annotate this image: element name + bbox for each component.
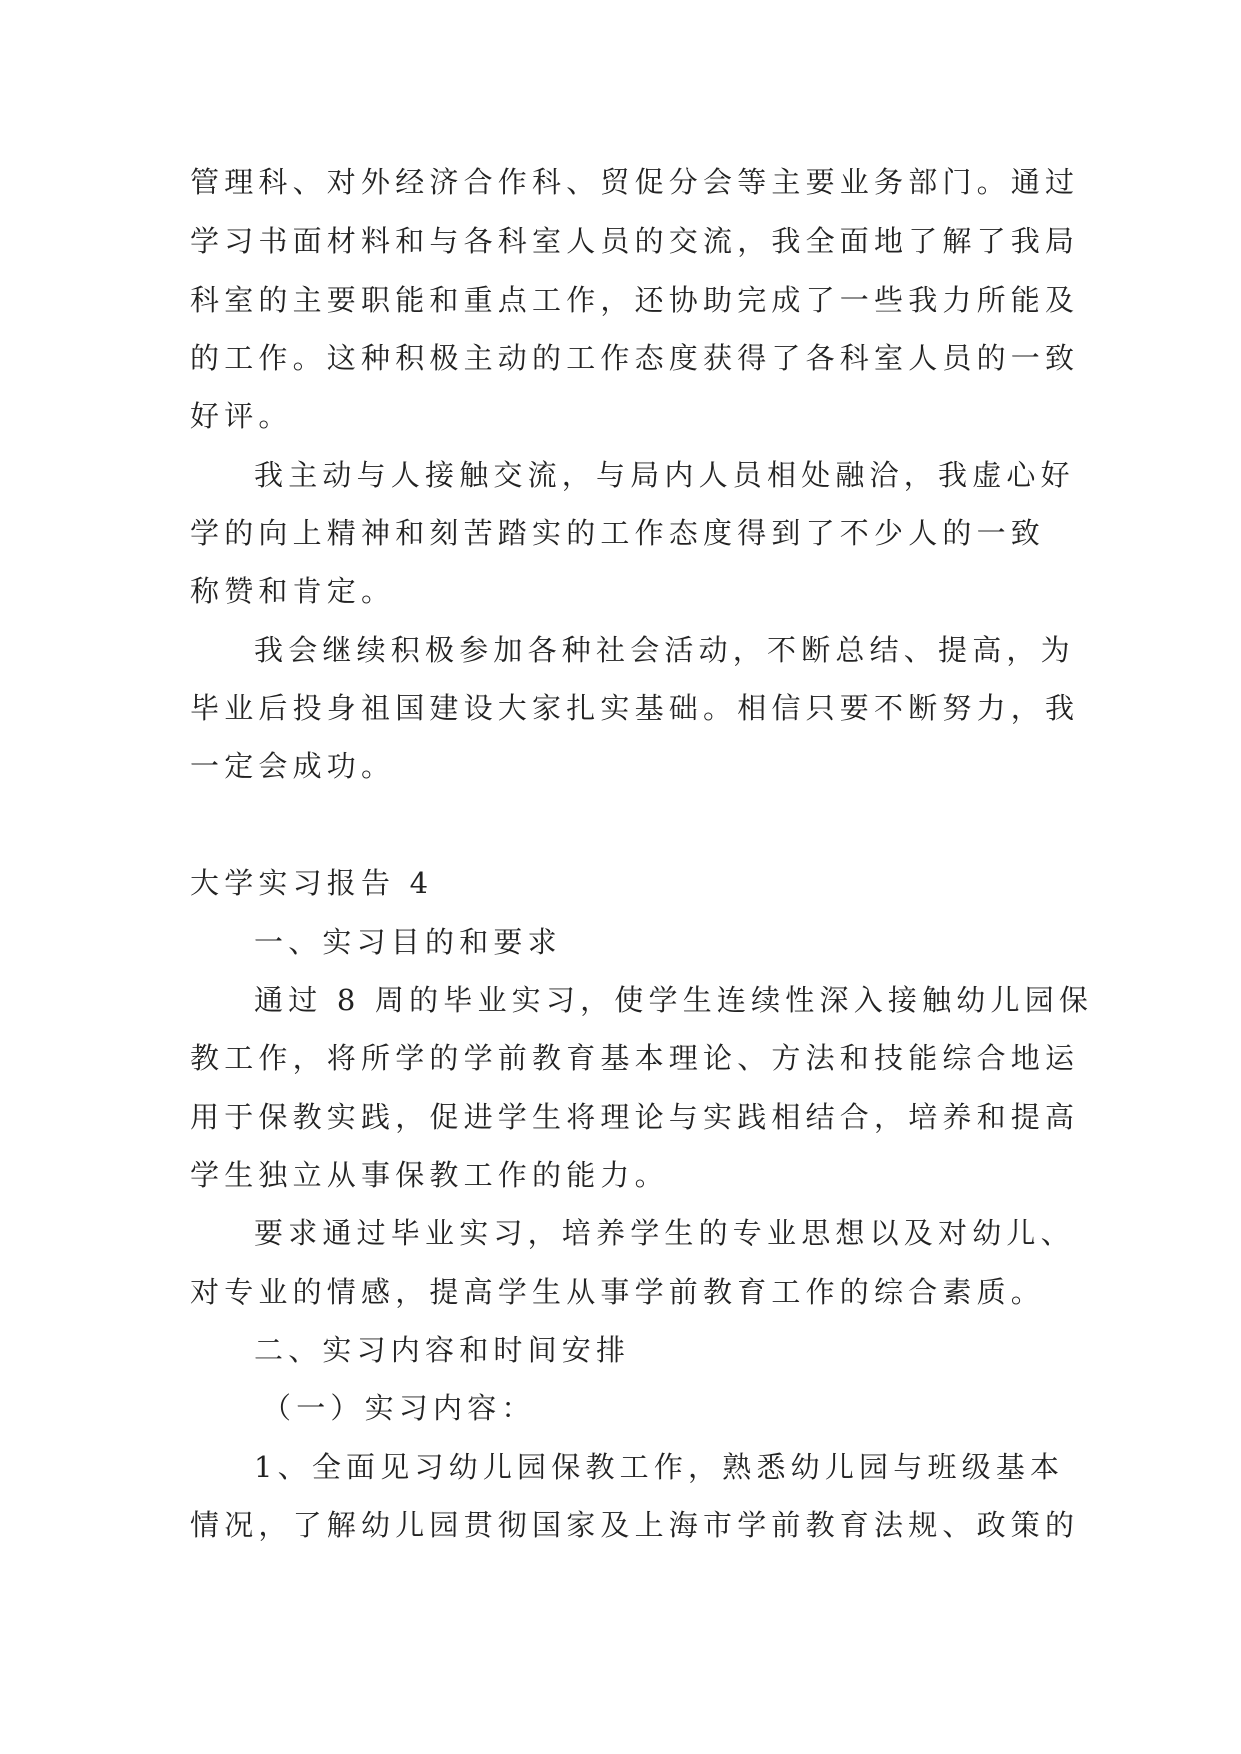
paragraph-start-line: 通过 8 周的毕业实习，使学生连续性深入接触幼儿园保	[254, 983, 1094, 1017]
section-heading: 二、实习内容和时间安排	[254, 1333, 631, 1367]
text-line: 学习书面材料和与各科室人员的交流，我全面地了解了我局	[190, 224, 1080, 258]
text-line: 科室的主要职能和重点工作，还协助完成了一些我力所能及	[190, 283, 1080, 317]
text-line: 好评。	[190, 399, 293, 433]
text-line: 用于保教实践，促进学生将理论与实践相结合，培养和提高	[190, 1100, 1080, 1134]
text-line: 对专业的情感，提高学生从事学前教育工作的综合素质。	[190, 1275, 1046, 1309]
section-title: 大学实习报告 4	[190, 866, 434, 900]
text-line: 的工作。这种积极主动的工作态度获得了各科室人员的一致	[190, 341, 1080, 375]
paragraph-start-line: 1、全面见习幼儿园保教工作，熟悉幼儿园与班级基本	[254, 1450, 1065, 1484]
text-line: 一定会成功。	[190, 749, 396, 783]
subsection-heading: （一）实习内容：	[262, 1391, 536, 1425]
text-line: 毕业后投身祖国建设大家扎实基础。相信只要不断努力，我	[190, 691, 1080, 725]
text-line: 教工作，将所学的学前教育基本理论、方法和技能综合地运	[190, 1041, 1080, 1075]
section-heading: 一、实习目的和要求	[254, 925, 562, 959]
paragraph-start-line: 我会继续积极参加各种社会活动，不断总结、提高，为	[254, 633, 1075, 667]
text-line: 称赞和肯定。	[190, 574, 396, 608]
text-line: 学的向上精神和刻苦踏实的工作态度得到了不少人的一致	[190, 516, 1046, 550]
paragraph-start-line: 我主动与人接触交流，与局内人员相处融洽，我虚心好	[254, 458, 1075, 492]
text-line: 管理科、对外经济合作科、贸促分会等主要业务部门。通过	[190, 165, 1080, 199]
paragraph-start-line: 要求通过毕业实习，培养学生的专业思想以及对幼儿、	[254, 1216, 1075, 1250]
text-line: 情况，了解幼儿园贯彻国家及上海市学前教育法规、政策的	[190, 1508, 1080, 1542]
text-line: 学生独立从事保教工作的能力。	[190, 1158, 669, 1192]
